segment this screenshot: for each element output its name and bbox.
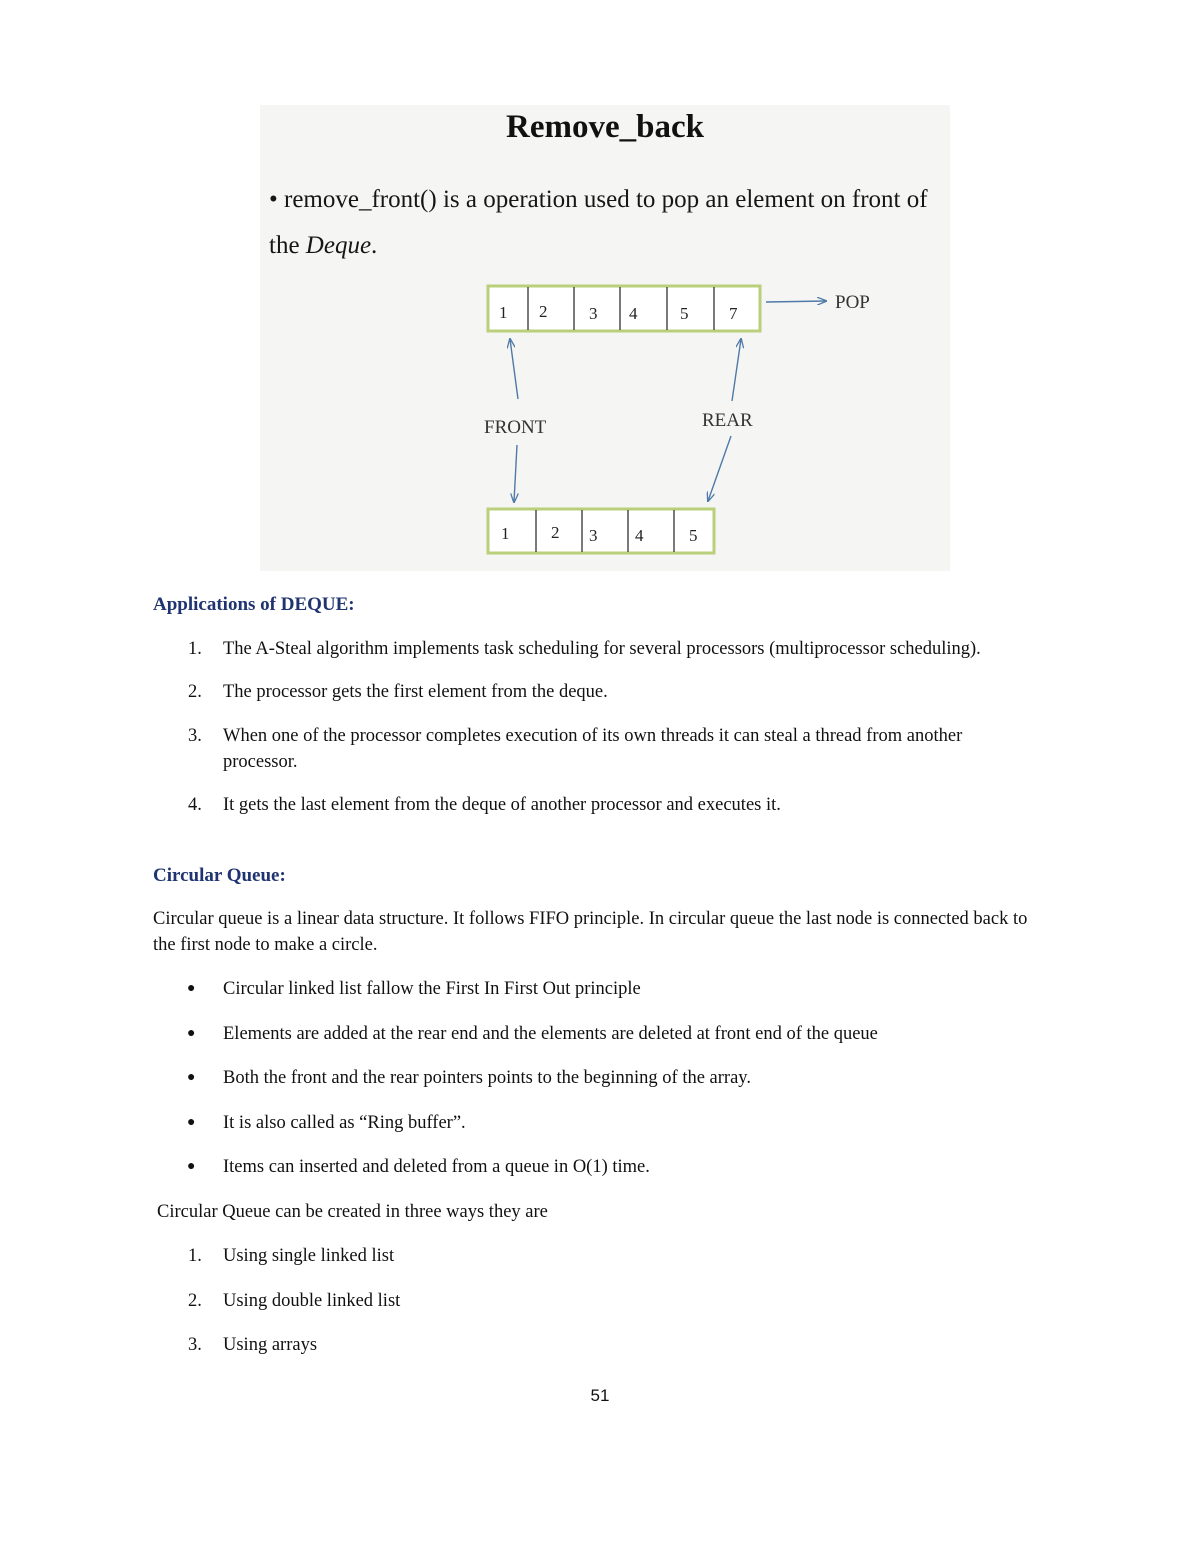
list-item [150,679,1023,705]
bottom-cell: 2 [551,523,560,542]
bullet-icon: ● [187,1070,196,1085]
list-item-text: It gets the last element from the deque of another processor and executes it. [223,795,781,815]
list-item-text: Using single linked list [223,1246,395,1266]
applications-heading: Applications of DEQUE: [153,594,355,615]
list-item-text: Using double linked list [223,1291,401,1311]
figure-bullet-suffix: . [371,232,378,259]
list-item [150,1243,1023,1269]
list-item-text: When one of the processor completes execution of its own threads it can steal a thread from another processor. [223,726,963,772]
figure-bullet-text: • remove_front() is a operation used to pop an element on front of the [269,186,928,259]
bullet-icon: ● [187,1026,196,1041]
bottom-cell: 4 [635,526,644,545]
bottom-cell: 5 [689,526,698,545]
bullet-icon: ● [187,1115,196,1130]
list-marker: 3. [188,726,202,746]
list-item-text: Both the front and the rear pointers points to the beginning of the array. [223,1068,751,1088]
list-item [150,976,1023,1002]
top-cell: 2 [539,302,548,321]
front-down-arrow [514,445,517,502]
circular-queue-heading: Circular Queue: [153,865,286,886]
rear-up-arrow [732,339,741,401]
list-item-text: It is also called as “Ring buffer”. [223,1113,466,1133]
bullet-icon: ● [187,1159,196,1174]
list-item [150,1332,1023,1358]
front-label: FRONT [484,417,547,438]
list-item-text: Items can inserted and deleted from a queue in O(1) time. [223,1157,650,1177]
circular-queue-bullets [150,976,1023,1180]
list-marker: 3. [188,1335,202,1355]
top-array [488,286,760,331]
list-marker: 2. [188,682,202,702]
front-up-arrow [510,339,518,399]
rear-down-arrow [708,436,731,501]
bottom-array-frame [488,509,714,553]
ways-list [150,1243,1023,1358]
list-item [150,1154,1023,1180]
bottom-cell: 3 [589,526,598,545]
list-item [150,723,1023,775]
list-item [150,1021,1023,1047]
top-cell: 4 [629,304,638,323]
pop-arrow [766,301,826,302]
list-item-text: The processor gets the first element from the deque. [223,682,608,702]
list-item-text: Using arrays [223,1335,318,1355]
rear-label: REAR [702,410,753,431]
figure-title: Remove_back [506,109,704,145]
list-marker: 1. [188,639,202,659]
list-marker: 4. [188,795,202,815]
list-item-text: Circular linked list fallow the First In First Out principle [223,979,641,999]
deque-diagram [260,105,950,571]
bullet-icon: ● [187,981,196,996]
circular-queue-intro: Circular queue is a linear data structure. It follows FIFO principle. In circular queue the last node is connected back to the first node to make a circle. [153,909,1028,955]
ways-intro: Circular Queue can be created in three ways they are [157,1202,548,1222]
top-cell: 7 [729,304,738,323]
top-cell: 1 [499,303,508,322]
list-marker: 2. [188,1291,202,1311]
bottom-cell: 1 [501,524,510,543]
list-item [150,636,1023,662]
bottom-array [488,509,714,553]
list-item-text: The A-Steal algorithm implements task scheduling for several processors (multiprocessor scheduling). [223,639,981,659]
list-item-text: Elements are added at the rear end and the elements are deleted at front end of the queue [223,1024,878,1044]
list-item [150,792,1023,818]
top-cell: 3 [589,304,598,323]
figure-bullet-emphasis: Deque [305,232,372,259]
top-cell: 5 [680,304,689,323]
list-item [150,1110,1023,1136]
list-item [150,1288,1023,1314]
remove-back-figure [260,105,950,571]
top-array-frame [488,286,760,331]
applications-list [150,636,1023,818]
pop-label: POP [835,292,870,313]
list-item [150,1065,1023,1091]
list-marker: 1. [188,1246,202,1266]
page-number: 51 [590,1386,610,1405]
